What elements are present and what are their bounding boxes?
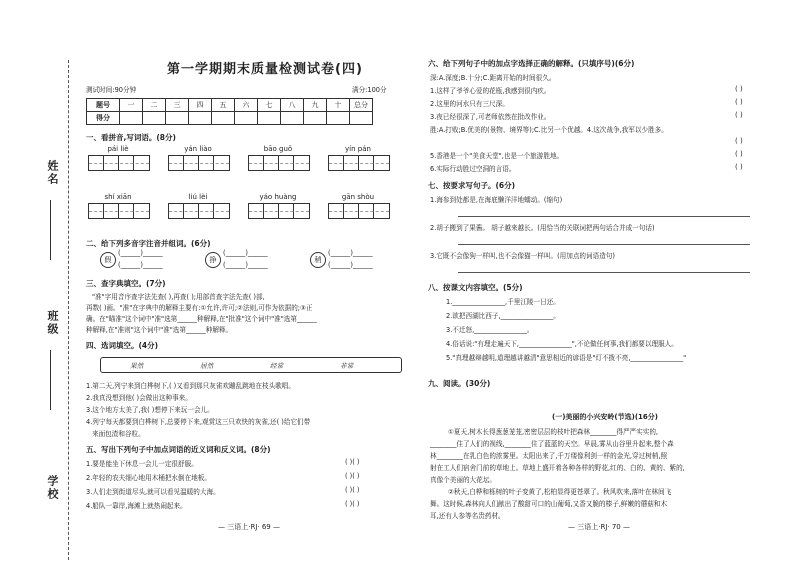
question-text: 1.要是能坐下休息一会儿一定很舒服。 <box>86 460 198 468</box>
score-cell: 二 <box>143 99 166 112</box>
question-text: "准"字用音序查字法先查( ),再查( );用部首查字法先查( )部, <box>92 293 265 301</box>
answer-blank[interactable]: ( )( ) <box>345 500 360 508</box>
class-line <box>50 350 51 410</box>
question-text: 1.这样了爷爷心爱的花瓶,我感到很内疚。 <box>430 87 551 95</box>
score-input[interactable] <box>258 112 281 125</box>
full-score: 满分:100分 <box>352 86 387 94</box>
writing-grid[interactable] <box>88 203 150 219</box>
polyphone-char: 挣 <box>205 252 221 268</box>
score-cell: 九 <box>304 99 327 112</box>
answer-blank[interactable]: ( ) <box>735 163 743 171</box>
answer-blank[interactable]: ( ) <box>735 98 743 106</box>
passage-line: 舞。这时候,森林向人们献出了酸甜可口的山葡萄,又香又脆的榛子,鲜嫩的蘑菇和木 <box>430 500 668 508</box>
polyphone-char: 假 <box>100 252 116 268</box>
writing-grid[interactable] <box>168 203 230 219</box>
pinyin: yín pán <box>345 145 371 153</box>
score-cell: 六 <box>235 99 258 112</box>
writing-grid[interactable] <box>168 155 230 171</box>
writing-grid[interactable] <box>328 155 390 171</box>
score-input[interactable] <box>166 112 189 125</box>
section-8-heading: 八、按课文内容填空。(5分) <box>428 283 523 292</box>
score-table-score-row <box>87 112 373 125</box>
question-text: 2.欲把西湖比西子,________________。 <box>446 312 560 320</box>
question-text: 确。在"瞄准"这个词中"准"选第______种解释,在"批准"这个词中"准"选第______ <box>86 315 317 323</box>
score-cell: 三 <box>166 99 189 112</box>
page-title: 第一学期期末质量检测试卷(四) <box>167 62 363 77</box>
polyphone-blank[interactable]: (______)______ <box>328 261 373 269</box>
word-bank <box>100 357 402 373</box>
answer-blank[interactable]: ( ) <box>735 111 743 119</box>
score-input[interactable] <box>327 112 350 125</box>
question-text: 4.列宁每天都要到白桦树下,总要停下来,观赏这三只欢快的灰雀,还( )给它们带 <box>86 418 311 426</box>
test-time: 测试时间:90分钟 <box>86 86 137 94</box>
polyphone-blank[interactable]: (______)______ <box>223 261 268 269</box>
score-input[interactable] <box>350 112 373 125</box>
section-9-heading: 九、阅读。(30分) <box>428 379 491 388</box>
name-line <box>50 200 51 260</box>
word-option: 居然 <box>200 362 214 370</box>
question-text: 再数( )画。"准"在字典中的解释主要有:①允许,许可;②法则,可作为依据的;③正 <box>86 304 313 312</box>
pinyin: liú lèi <box>188 193 208 201</box>
score-input[interactable] <box>281 112 304 125</box>
passage-line: ②秋天,白桦和栎树的叶子变黄了,松柏显得更苍翠了。秋风吹来,落叶在林间飞 <box>448 488 672 496</box>
answer-line[interactable] <box>458 244 750 245</box>
binding-line <box>68 60 69 560</box>
score-cell: 一 <box>120 99 143 112</box>
score-row-label: 得分 <box>87 112 120 125</box>
pinyin: bāo guǒ <box>263 145 293 153</box>
polyphone-blank[interactable]: (______)______ <box>118 249 163 257</box>
pinyin: yáo huàng <box>259 193 297 201</box>
section-6-heading: 六、给下列句子中的加点字选择正确的解释。(只填序号)(6分) <box>428 59 635 68</box>
answer-blank[interactable]: ( )( ) <box>345 486 360 494</box>
answer-blank[interactable]: ( ) <box>735 150 743 158</box>
question-text: 6.实际行动胜过空洞的言语。 <box>430 165 516 173</box>
pinyin: yán liào <box>184 145 212 153</box>
question-text: 1.海参到处都是,在海底懒洋洋地蠕动。(缩句) <box>430 196 563 204</box>
passage-line: 林________在乳白色的浓雾里。太阳出来了,千万缕像利剑一样的金光,穿过树梢,照 <box>430 452 668 460</box>
page-footer-left: — 三语上·RJ· 69 — <box>218 523 280 531</box>
polyphone-blank[interactable]: (______)______ <box>328 249 373 257</box>
question-text: 5."真理越辩越明,道理越讲越清"意思相近的谚语是"灯不拨不亮,________________" <box>446 354 687 362</box>
question-text: 3.不迁怒,________________。 <box>446 326 534 334</box>
definition-options: 深:A.深度;B.十分;C.距离开始的时间很久。 <box>430 74 556 82</box>
score-cell: 五 <box>212 99 235 112</box>
passage-line: 耳,还有人参等名贵药材。 <box>430 512 505 520</box>
word-option: 经常 <box>270 362 284 370</box>
writing-grid[interactable] <box>88 155 150 171</box>
answer-blank[interactable]: ( ) <box>735 137 743 145</box>
score-cell: 题号 <box>87 99 120 112</box>
answer-blank[interactable]: ( ) <box>735 85 743 93</box>
writing-grid[interactable] <box>328 203 390 219</box>
question-text: 4.船队一靠岸,海滩上就热闹起来。 <box>86 502 187 510</box>
question-text: 2.这里的河水只有三尺深。 <box>430 100 509 108</box>
polyphone-blank[interactable]: (______)______ <box>118 261 163 269</box>
question-text: 1.________________,千里江陵一日还。 <box>446 298 560 306</box>
pinyin: pái liè <box>107 145 129 153</box>
question-text: 1.第二天,列宁来到白桦树下,( )又看到那只灰雀欢蹦乱跳地在枝头歌唱。 <box>86 382 295 390</box>
passage-line: 真像个美丽的大花坛。 <box>430 476 496 484</box>
polyphone-blank[interactable]: (______)______ <box>223 249 268 257</box>
question-text: 2.我真没想到他( )会做出这种事来。 <box>86 394 192 402</box>
passage-line: 射在工人们宿舍门前的草地上。草地上盛开着各种各样的野花,红的、白的、黄的、紫的, <box>430 464 685 472</box>
word-option: 果然 <box>130 362 144 370</box>
score-input[interactable] <box>120 112 143 125</box>
passage-line: ________住了人们的视线,________住了蓝蓝的天空。早晨,雾从山谷里升起来,整个森 <box>430 440 674 448</box>
score-input[interactable] <box>304 112 327 125</box>
score-input[interactable] <box>189 112 212 125</box>
score-input[interactable] <box>212 112 235 125</box>
writing-grid[interactable] <box>248 203 310 219</box>
score-input[interactable] <box>143 112 166 125</box>
school-label: 学校 <box>46 475 59 501</box>
answer-blank[interactable]: ( )( ) <box>345 458 360 466</box>
reading-title: (一)美丽的小兴安岭(节选)(16分) <box>552 413 658 421</box>
question-text: 4.俗话说:"有理走遍天下,________________",不论做任何事,我们都要以理服人。 <box>446 340 678 348</box>
answer-line[interactable] <box>458 272 750 273</box>
score-cell: 七 <box>258 99 281 112</box>
word-option: 非常 <box>340 362 354 370</box>
answer-blank[interactable]: ( )( ) <box>345 472 360 480</box>
score-table <box>86 98 373 125</box>
polyphone-char: 稍 <box>310 252 326 268</box>
score-table-header-row <box>87 99 373 112</box>
question-text: 种解释,在"准则"这个词中"准"选第______种解释。 <box>86 326 233 334</box>
section-1-heading: 一、看拼音,写词语。(8分) <box>86 133 176 142</box>
question-text: 3.人们走到街道尽头,就可以看见温暖的大海。 <box>86 488 220 496</box>
section-3-heading: 三、查字典填空。(7分) <box>86 279 166 288</box>
score-input[interactable] <box>235 112 258 125</box>
page-footer-right: — 三语上·RJ· 70 — <box>568 523 630 531</box>
section-7-heading: 七、按要求写句子。(6分) <box>428 181 516 190</box>
question-text: 2.年轻的农夫细心地用木桶把水倒在地板。 <box>86 474 211 482</box>
score-cell: 四 <box>189 99 212 112</box>
definition-options: 胜:A.打败;B.优美的(景物、境界等);C.比另一个优越。4.这次战争,我军以少胜多。 <box>430 126 668 134</box>
question-text: 来面包渣和谷粒。 <box>92 430 145 438</box>
passage-line: ①夏天,树木长得葱葱茏茏,密密层层的枝叶把森林________得严严实实的, <box>448 428 659 436</box>
answer-line[interactable] <box>458 216 750 217</box>
question-text: 3.夜已经很深了,可老师依然在批改作业。 <box>430 113 551 121</box>
writing-grid[interactable] <box>248 155 310 171</box>
class-label: 班级 <box>46 310 59 336</box>
section-5-heading: 五、写出下列句子中加点词语的近义词和反义词。(8分) <box>86 445 271 454</box>
score-cell: 十 <box>327 99 350 112</box>
section-4-heading: 四、选词填空。(4分) <box>86 341 159 350</box>
section-2-heading: 二、给下列多音字注音并组词。(6分) <box>86 239 211 248</box>
name-label: 姓名 <box>46 160 59 186</box>
question-text: 2.胡子搬到了果酱。 胡子越来越长。(用恰当的关联词把两句话合并成一句话) <box>430 224 655 232</box>
pinyin: shí xiān <box>104 193 132 201</box>
pinyin: gān shòu <box>341 193 375 201</box>
score-cell: 总分 <box>350 99 373 112</box>
question-text: 3.它既不会像狗一样叫,也不会像猫一样叫。(用加点的词语造句) <box>430 252 615 260</box>
question-text: 5.香港是一个"美食天堂",也是一个旅游胜地。 <box>430 152 564 160</box>
score-cell: 八 <box>281 99 304 112</box>
question-text: 3.这个地方太美了,我( )想停下来玩一会儿。 <box>86 406 214 414</box>
